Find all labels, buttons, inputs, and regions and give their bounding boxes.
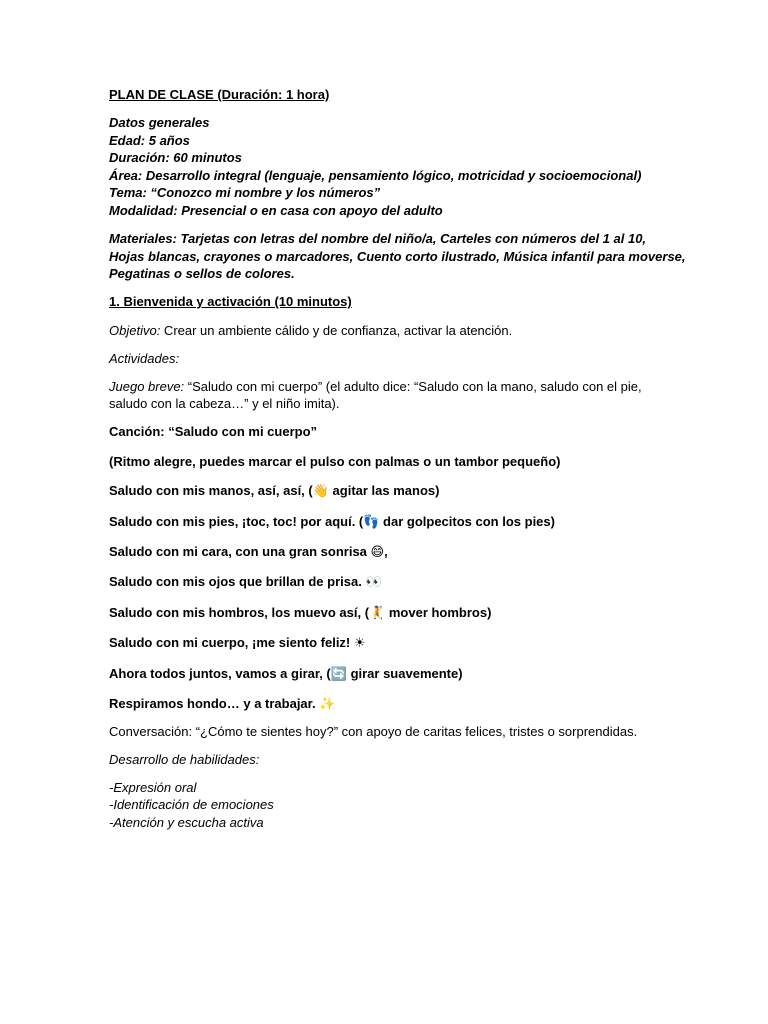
song-line-text-tail: agitar las manos) xyxy=(328,483,440,499)
emoji-icon: 😄 xyxy=(370,544,385,560)
skills-label: Desarrollo de habilidades: xyxy=(109,751,260,767)
song-line-text-tail: , xyxy=(384,543,388,559)
materials-line-2: Hojas blancas, crayones o marcadores, Cuento corto ilustrado, Música infantil para moverse, xyxy=(109,248,686,264)
emoji-icon: ☀ xyxy=(353,636,366,652)
topic-line: Tema: “Conozco mi nombre y los números” xyxy=(109,185,381,201)
song-line-text: Saludo con mis manos, así, así, ( xyxy=(109,483,313,499)
skill-item: -Expresión oral xyxy=(109,779,197,795)
activities-label: Actividades: xyxy=(109,350,180,366)
section-1-heading: 1. Bienvenida y activación (10 minutos) xyxy=(109,294,352,310)
emoji-icon: 👀 xyxy=(365,575,382,591)
game-block xyxy=(109,378,669,413)
skills-list xyxy=(109,779,669,832)
game-line-2: saludo con la cabeza…” y el niño imita). xyxy=(109,396,340,412)
song-line xyxy=(109,482,669,501)
song-note: (Ritmo alegre, puedes marcar el pulso con palmas o un tambor pequeño) xyxy=(109,453,561,469)
game-label: Juego breve: xyxy=(109,378,185,394)
song-line-text: Respiramos hondo… y a trabajar. xyxy=(109,695,320,711)
skill-item: -Identificación de emociones xyxy=(109,797,274,813)
song-line xyxy=(109,513,669,532)
song-line xyxy=(109,665,669,684)
song-line xyxy=(109,543,669,562)
song-line xyxy=(109,634,669,653)
document-content xyxy=(109,86,686,831)
materials-line-1: Materiales: Tarjetas con letras del nombre del niño/a, Carteles con números del 1 al 10, xyxy=(109,231,647,247)
general-data-heading: Datos generales xyxy=(109,115,210,131)
objective-label: Objetivo: xyxy=(109,322,161,338)
song-line xyxy=(109,695,669,714)
game-text-1: “Saludo con mi cuerpo” (el adulto dice: “Saludo con la mano, saludo con el pie, xyxy=(184,378,642,394)
page-title: PLAN DE CLASE (Duración: 1 hora) xyxy=(109,87,330,102)
skill-item: -Atención y escucha activa xyxy=(109,814,264,830)
emoji-icon: 👣 xyxy=(363,514,380,530)
modality-line: Modalidad: Presencial o en casa con apoyo del adulto xyxy=(109,203,443,219)
song-line-text: Saludo con mis ojos que brillan de prisa. xyxy=(109,574,366,590)
area-line: Área: Desarrollo integral (lenguaje, pensamiento lógico, motricidad y socioemocional) xyxy=(109,167,642,183)
emoji-icon: 🤾 xyxy=(369,605,386,621)
song-line xyxy=(109,573,669,592)
song-line-text-tail: girar suavemente) xyxy=(346,665,463,681)
song-title: Canción: “Saludo con mi cuerpo” xyxy=(109,424,318,440)
song-line-text: Ahora todos juntos, vamos a girar, ( xyxy=(109,665,331,681)
song-line-text: Saludo con mis hombros, los muevo así, ( xyxy=(109,604,370,620)
song-lines xyxy=(109,482,669,713)
song-line-text: Saludo con mi cuerpo, ¡me siento feliz! xyxy=(109,635,354,651)
materials-block xyxy=(109,230,686,283)
emoji-icon: 👋 xyxy=(312,484,329,500)
emoji-icon: 🔄 xyxy=(330,666,347,682)
song-line-text: Saludo con mis pies, ¡toc, toc! por aquí. ( xyxy=(109,513,364,529)
song-line-text: Saludo con mi cara, con una gran sonrisa xyxy=(109,543,371,559)
materials-line-3: Pegatinas o sellos de colores. xyxy=(109,266,295,282)
song-line-text-tail: mover hombros) xyxy=(385,604,492,620)
conversation-line: Conversación: “¿Cómo te sientes hoy?” con apoyo de caritas felices, tristes o sorprendidas. xyxy=(109,723,638,739)
general-data-block xyxy=(109,114,669,220)
duration-line: Duración: 60 minutos xyxy=(109,150,242,166)
emoji-icon: ✨ xyxy=(319,696,336,712)
objective-text: Crear un ambiente cálido y de confianza, activar la atención. xyxy=(160,322,513,338)
age-line: Edad: 5 años xyxy=(109,132,190,148)
song-line-text-tail: dar golpecitos con los pies) xyxy=(379,513,555,529)
objective-line xyxy=(109,322,669,340)
game-line-1 xyxy=(109,378,669,396)
song-line xyxy=(109,604,669,623)
